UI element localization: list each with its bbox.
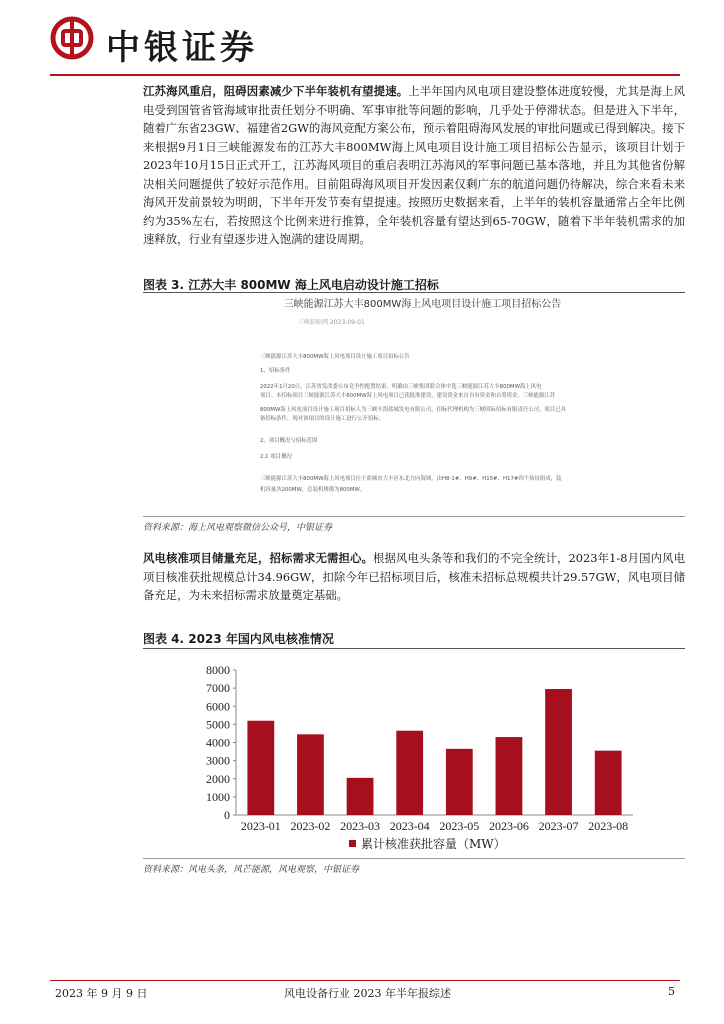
figure-3-title: 图表 3. 江苏大丰 800MW 海上风电启动设计施工招标 bbox=[143, 278, 439, 292]
x-tick-label: 2023-03 bbox=[340, 819, 381, 833]
bar-2023-05 bbox=[446, 749, 473, 815]
header-rule bbox=[50, 74, 680, 76]
bar-2023-04 bbox=[396, 731, 423, 815]
footer-rule bbox=[50, 980, 680, 981]
bar-2023-08 bbox=[595, 751, 622, 815]
bank-of-china-logo-icon bbox=[50, 16, 94, 60]
tender-notice-meta: 三峡招标网 2023-09-01 bbox=[298, 319, 365, 326]
paragraph-1-body: 上半年国内风电项目建设整体进度较慢，尤其是海上风电受到国管省管海域审批责任划分不明确、军事审批等问题的影响，几乎处于停滞状态。但是进入下半年，随着广东省23GW、福建省2GW的海风竞配方案公布，预示着阻碍海风发展的审批问题或已得到解决。接下来根据9月1日三峡能源发布的江苏大丰800MW海上风电项目设计施工项目招标公告显示，该项目计划于2023年10月15日正式开工，江苏海风项目的重启表明江苏海风的军事问题已基本落地，并且为其他省份解决相关问题提供了较好示范作用。目前阻碍海风项目开发因素仅剩广东的航道问题仍待解决，综合来看未来海风开发前景较为明朗，下半年开发节奏有望提速。按照历史数据来看，上半年的装机容量通常占全年比例约为35%左右，若按照这个比例来进行推算，全年装机容量有望达到65-70GW，随着下半年装机需求的加速释放，行业有望逐步进入饱满的建设周期。 bbox=[143, 84, 685, 246]
figure-4-source: 资料来源：风电头条，风芒能源，风电观察，中银证券 bbox=[143, 865, 360, 875]
x-tick-label: 2023-01 bbox=[240, 819, 281, 833]
y-tick-label: 3000 bbox=[206, 753, 230, 768]
y-tick-label: 4000 bbox=[206, 735, 230, 750]
bar-2023-01 bbox=[247, 721, 274, 815]
figure-4-top-rule bbox=[143, 648, 685, 649]
bar-2023-06 bbox=[496, 737, 523, 815]
y-tick-label: 0 bbox=[224, 808, 230, 822]
x-tick-label: 2023-02 bbox=[290, 819, 331, 833]
y-tick-label: 2000 bbox=[206, 771, 230, 786]
footer-date: 2023 年 9 月 9 日 bbox=[55, 987, 148, 1000]
tender-line: 机容量各200MW，总装机规模为800MW。 bbox=[260, 487, 366, 493]
bar-2023-02 bbox=[297, 734, 324, 815]
legend-swatch bbox=[349, 840, 356, 847]
footer-title: 风电设备行业 2023 年半年报综述 bbox=[284, 987, 451, 1000]
y-tick-label: 6000 bbox=[206, 699, 230, 714]
page-number: 5 bbox=[668, 985, 675, 998]
bar-2023-07 bbox=[545, 689, 572, 815]
x-tick-label: 2023-05 bbox=[439, 819, 480, 833]
tender-line: 2.1 项目概况 bbox=[260, 454, 292, 460]
brand-name: 中银证券 bbox=[106, 28, 258, 68]
tender-line: 三峡能源江苏大丰800MW海上风电项目位于盐城市大丰区东北方向海域，由H8-1#、H9#、H15#、H17#四个场址组成，装 bbox=[260, 476, 562, 482]
paragraph-2-body: 根据风电头条等和我们的不完全统计，2023年1-8月国内风电项目核准获批规模总计34.96GW，扣除今年已招标项目后，核准未招标总规模共计29.57GW，风电项目储备充足，为未来招标需求放量奠定基础。 bbox=[143, 551, 685, 602]
x-tick-label: 2023-07 bbox=[538, 819, 579, 833]
legend-label: 累计核准获批容量（MW） bbox=[361, 837, 506, 851]
tender-line: 备招标条件，现对该项目的设计施工进行公开招标。 bbox=[260, 416, 384, 422]
y-tick-label: 5000 bbox=[206, 717, 230, 732]
figure-4-bottom-rule bbox=[143, 858, 685, 859]
paragraph-2-lead: 风电核准项目储量充足，招标需求无需担心。 bbox=[143, 551, 374, 565]
x-tick-label: 2023-08 bbox=[588, 819, 629, 833]
paragraph-1-lead: 江苏海风重启，阻碍因素减少下半年装机有望提速。 bbox=[143, 84, 409, 98]
figure-4-title: 图表 4. 2023 年国内风电核准情况 bbox=[143, 632, 334, 646]
figure-3-bottom-rule bbox=[143, 516, 685, 517]
tender-line: 三峡能源江苏大丰800MW海上风电项目设计施工项目招标公告 bbox=[260, 354, 410, 360]
paragraph-1 bbox=[143, 82, 685, 249]
y-tick-label: 1000 bbox=[206, 789, 230, 804]
x-tick-label: 2023-06 bbox=[488, 819, 529, 833]
approval-bar-chart bbox=[143, 652, 685, 858]
y-tick-label: 8000 bbox=[206, 663, 230, 677]
tender-line: 2022年1月20日，江苏省发改委公布竞争性配置结果，明确由三峡集团联合体中选三峡能源江苏大丰800MW海上风电 bbox=[260, 384, 542, 390]
tender-line: 项目。本招标项目三峡能源江苏大丰800MW海上风电项目已获批准建设，建设资金来自自有资金和自筹资金，三峡能源江苏 bbox=[260, 393, 556, 399]
page-header bbox=[50, 16, 680, 76]
tender-notice-title: 三峡能源江苏大丰800MW海上风电项目设计施工项目招标公告 bbox=[283, 299, 562, 310]
tender-line: 2、项目概况与招标范围 bbox=[260, 438, 318, 444]
y-tick-label: 7000 bbox=[206, 681, 230, 696]
x-tick-label: 2023-04 bbox=[389, 819, 430, 833]
figure-3-source: 资料来源：海上风电观察微信公众号，中银证券 bbox=[143, 523, 333, 533]
paragraph-2 bbox=[143, 549, 685, 605]
tender-line: 800MW海上风电项目设计施工项目招标人为三峡丰海盐城发电有限公司，招标代理机构为三峡国际招标有限责任公司。项目已具 bbox=[260, 407, 566, 413]
figure-3-top-rule bbox=[143, 292, 685, 293]
tender-line: 1、招标条件 bbox=[260, 368, 291, 374]
bar-2023-03 bbox=[347, 778, 374, 815]
tender-notice-screenshot bbox=[240, 295, 605, 510]
